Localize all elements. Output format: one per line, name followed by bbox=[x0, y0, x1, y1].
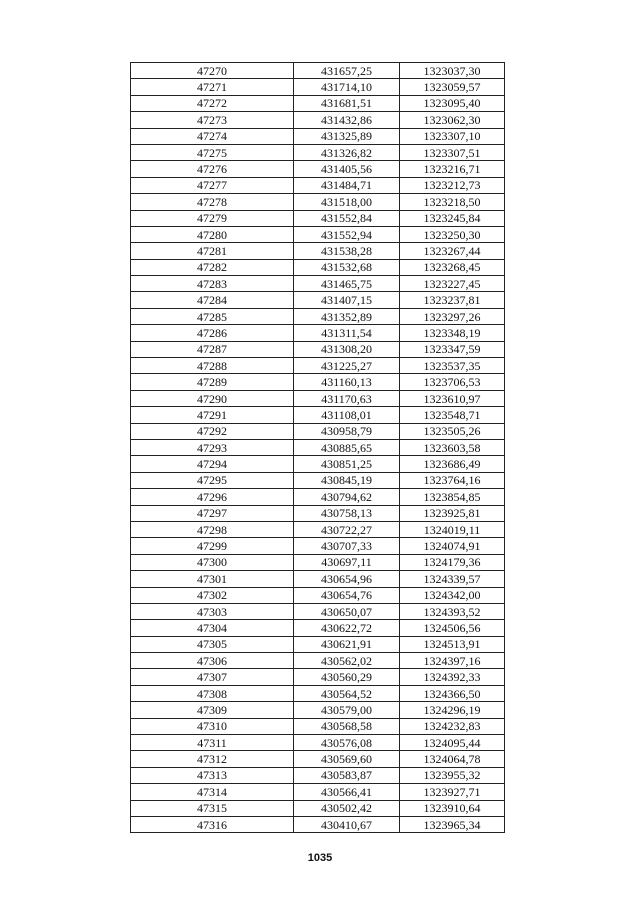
table-row bbox=[131, 79, 505, 95]
coordinates-table-body bbox=[131, 63, 505, 833]
point-number-cell: 47276 bbox=[131, 161, 294, 177]
y-coordinate-cell: 1324366,50 bbox=[400, 685, 505, 701]
y-coordinate-cell: 1324506,56 bbox=[400, 620, 505, 636]
point-number-cell: 47313 bbox=[131, 767, 294, 783]
coordinates-table bbox=[130, 62, 505, 833]
y-coordinate-cell: 1324342,00 bbox=[400, 587, 505, 603]
x-coordinate-cell: 430697,11 bbox=[294, 554, 400, 570]
y-coordinate-cell: 1324179,36 bbox=[400, 554, 505, 570]
x-coordinate-cell: 430758,13 bbox=[294, 505, 400, 521]
point-number-cell: 47299 bbox=[131, 538, 294, 554]
table-row bbox=[131, 243, 505, 259]
y-coordinate-cell: 1324393,52 bbox=[400, 603, 505, 619]
y-coordinate-cell: 1323268,45 bbox=[400, 259, 505, 275]
table-row bbox=[131, 308, 505, 324]
y-coordinate-cell: 1323307,51 bbox=[400, 144, 505, 160]
y-coordinate-cell: 1323927,71 bbox=[400, 784, 505, 800]
point-number-cell: 47301 bbox=[131, 571, 294, 587]
y-coordinate-cell: 1324296,19 bbox=[400, 702, 505, 718]
y-coordinate-cell: 1323059,57 bbox=[400, 79, 505, 95]
x-coordinate-cell: 431352,89 bbox=[294, 308, 400, 324]
point-number-cell: 47310 bbox=[131, 718, 294, 734]
table-row bbox=[131, 784, 505, 800]
y-coordinate-cell: 1323250,30 bbox=[400, 226, 505, 242]
x-coordinate-cell: 431108,01 bbox=[294, 407, 400, 423]
x-coordinate-cell: 430566,41 bbox=[294, 784, 400, 800]
point-number-cell: 47294 bbox=[131, 456, 294, 472]
y-coordinate-cell: 1324095,44 bbox=[400, 735, 505, 751]
point-number-cell: 47306 bbox=[131, 653, 294, 669]
y-coordinate-cell: 1323037,30 bbox=[400, 63, 505, 79]
x-coordinate-cell: 430569,60 bbox=[294, 751, 400, 767]
table-row bbox=[131, 407, 505, 423]
y-coordinate-cell: 1323218,50 bbox=[400, 194, 505, 210]
point-number-cell: 47311 bbox=[131, 735, 294, 751]
table-row bbox=[131, 505, 505, 521]
point-number-cell: 47302 bbox=[131, 587, 294, 603]
point-number-cell: 47307 bbox=[131, 669, 294, 685]
table-row bbox=[131, 620, 505, 636]
table-row bbox=[131, 489, 505, 505]
y-coordinate-cell: 1323095,40 bbox=[400, 95, 505, 111]
y-coordinate-cell: 1323348,19 bbox=[400, 325, 505, 341]
table-row bbox=[131, 718, 505, 734]
table-row bbox=[131, 423, 505, 439]
x-coordinate-cell: 431538,28 bbox=[294, 243, 400, 259]
x-coordinate-cell: 430560,29 bbox=[294, 669, 400, 685]
y-coordinate-cell: 1323764,16 bbox=[400, 472, 505, 488]
y-coordinate-cell: 1324232,83 bbox=[400, 718, 505, 734]
x-coordinate-cell: 430845,19 bbox=[294, 472, 400, 488]
x-coordinate-cell: 430502,42 bbox=[294, 800, 400, 816]
x-coordinate-cell: 431160,13 bbox=[294, 374, 400, 390]
x-coordinate-cell: 430579,00 bbox=[294, 702, 400, 718]
table-row bbox=[131, 439, 505, 455]
table-row bbox=[131, 735, 505, 751]
point-number-cell: 47300 bbox=[131, 554, 294, 570]
y-coordinate-cell: 1323603,58 bbox=[400, 439, 505, 455]
table-row bbox=[131, 194, 505, 210]
x-coordinate-cell: 431465,75 bbox=[294, 276, 400, 292]
table-row bbox=[131, 636, 505, 652]
point-number-cell: 47291 bbox=[131, 407, 294, 423]
x-coordinate-cell: 430707,33 bbox=[294, 538, 400, 554]
table-row bbox=[131, 63, 505, 79]
y-coordinate-cell: 1323267,44 bbox=[400, 243, 505, 259]
table-row bbox=[131, 112, 505, 128]
y-coordinate-cell: 1323537,35 bbox=[400, 358, 505, 374]
table-row bbox=[131, 95, 505, 111]
y-coordinate-cell: 1324339,57 bbox=[400, 571, 505, 587]
table-row bbox=[131, 259, 505, 275]
point-number-cell: 47279 bbox=[131, 210, 294, 226]
x-coordinate-cell: 430654,96 bbox=[294, 571, 400, 587]
table-row bbox=[131, 800, 505, 816]
point-number-cell: 47290 bbox=[131, 390, 294, 406]
x-coordinate-cell: 431326,82 bbox=[294, 144, 400, 160]
point-number-cell: 47295 bbox=[131, 472, 294, 488]
table-row bbox=[131, 358, 505, 374]
y-coordinate-cell: 1323910,64 bbox=[400, 800, 505, 816]
x-coordinate-cell: 431518,00 bbox=[294, 194, 400, 210]
table-row bbox=[131, 276, 505, 292]
y-coordinate-cell: 1323245,84 bbox=[400, 210, 505, 226]
y-coordinate-cell: 1323854,85 bbox=[400, 489, 505, 505]
table-row bbox=[131, 702, 505, 718]
table-row bbox=[131, 210, 505, 226]
x-coordinate-cell: 431311,54 bbox=[294, 325, 400, 341]
point-number-cell: 47304 bbox=[131, 620, 294, 636]
y-coordinate-cell: 1323925,81 bbox=[400, 505, 505, 521]
x-coordinate-cell: 430583,87 bbox=[294, 767, 400, 783]
y-coordinate-cell: 1324513,91 bbox=[400, 636, 505, 652]
x-coordinate-cell: 431552,84 bbox=[294, 210, 400, 226]
point-number-cell: 47287 bbox=[131, 341, 294, 357]
y-coordinate-cell: 1323505,26 bbox=[400, 423, 505, 439]
table-row bbox=[131, 374, 505, 390]
y-coordinate-cell: 1324397,16 bbox=[400, 653, 505, 669]
x-coordinate-cell: 431225,27 bbox=[294, 358, 400, 374]
x-coordinate-cell: 430654,76 bbox=[294, 587, 400, 603]
y-coordinate-cell: 1323347,59 bbox=[400, 341, 505, 357]
x-coordinate-cell: 431532,68 bbox=[294, 259, 400, 275]
y-coordinate-cell: 1323686,49 bbox=[400, 456, 505, 472]
table-row bbox=[131, 325, 505, 341]
table-row bbox=[131, 128, 505, 144]
point-number-cell: 47314 bbox=[131, 784, 294, 800]
point-number-cell: 47280 bbox=[131, 226, 294, 242]
y-coordinate-cell: 1323227,45 bbox=[400, 276, 505, 292]
table-row bbox=[131, 767, 505, 783]
y-coordinate-cell: 1323216,71 bbox=[400, 161, 505, 177]
table-row bbox=[131, 226, 505, 242]
x-coordinate-cell: 431484,71 bbox=[294, 177, 400, 193]
x-coordinate-cell: 431552,94 bbox=[294, 226, 400, 242]
x-coordinate-cell: 431657,25 bbox=[294, 63, 400, 79]
table-row bbox=[131, 341, 505, 357]
table-row bbox=[131, 669, 505, 685]
point-number-cell: 47273 bbox=[131, 112, 294, 128]
point-number-cell: 47298 bbox=[131, 521, 294, 537]
table-row bbox=[131, 144, 505, 160]
table-row bbox=[131, 292, 505, 308]
table-row bbox=[131, 685, 505, 701]
table-row bbox=[131, 603, 505, 619]
table-row bbox=[131, 538, 505, 554]
y-coordinate-cell: 1323955,32 bbox=[400, 767, 505, 783]
table-row bbox=[131, 571, 505, 587]
x-coordinate-cell: 431325,89 bbox=[294, 128, 400, 144]
x-coordinate-cell: 431432,86 bbox=[294, 112, 400, 128]
x-coordinate-cell: 430794,62 bbox=[294, 489, 400, 505]
x-coordinate-cell: 430851,25 bbox=[294, 456, 400, 472]
x-coordinate-cell: 430722,27 bbox=[294, 521, 400, 537]
x-coordinate-cell: 430885,65 bbox=[294, 439, 400, 455]
x-coordinate-cell: 430622,72 bbox=[294, 620, 400, 636]
x-coordinate-cell: 431308,20 bbox=[294, 341, 400, 357]
y-coordinate-cell: 1323610,97 bbox=[400, 390, 505, 406]
x-coordinate-cell: 431407,15 bbox=[294, 292, 400, 308]
y-coordinate-cell: 1323548,71 bbox=[400, 407, 505, 423]
point-number-cell: 47316 bbox=[131, 816, 294, 832]
y-coordinate-cell: 1324392,33 bbox=[400, 669, 505, 685]
y-coordinate-cell: 1323212,73 bbox=[400, 177, 505, 193]
table-row bbox=[131, 177, 505, 193]
table-row bbox=[131, 521, 505, 537]
point-number-cell: 47305 bbox=[131, 636, 294, 652]
point-number-cell: 47289 bbox=[131, 374, 294, 390]
point-number-cell: 47293 bbox=[131, 439, 294, 455]
point-number-cell: 47315 bbox=[131, 800, 294, 816]
table-row bbox=[131, 587, 505, 603]
point-number-cell: 47272 bbox=[131, 95, 294, 111]
x-coordinate-cell: 431405,56 bbox=[294, 161, 400, 177]
x-coordinate-cell: 430410,67 bbox=[294, 816, 400, 832]
x-coordinate-cell: 430562,02 bbox=[294, 653, 400, 669]
table-row bbox=[131, 456, 505, 472]
point-number-cell: 47297 bbox=[131, 505, 294, 521]
table-row bbox=[131, 816, 505, 832]
y-coordinate-cell: 1323965,34 bbox=[400, 816, 505, 832]
y-coordinate-cell: 1323307,10 bbox=[400, 128, 505, 144]
page-number: 1035 bbox=[307, 852, 333, 864]
y-coordinate-cell: 1323706,53 bbox=[400, 374, 505, 390]
y-coordinate-cell: 1324019,11 bbox=[400, 521, 505, 537]
point-number-cell: 47281 bbox=[131, 243, 294, 259]
point-number-cell: 47277 bbox=[131, 177, 294, 193]
y-coordinate-cell: 1323062,30 bbox=[400, 112, 505, 128]
point-number-cell: 47270 bbox=[131, 63, 294, 79]
point-number-cell: 47286 bbox=[131, 325, 294, 341]
x-coordinate-cell: 430564,52 bbox=[294, 685, 400, 701]
table-row bbox=[131, 161, 505, 177]
y-coordinate-cell: 1324074,91 bbox=[400, 538, 505, 554]
point-number-cell: 47271 bbox=[131, 79, 294, 95]
table-row bbox=[131, 554, 505, 570]
point-number-cell: 47275 bbox=[131, 144, 294, 160]
x-coordinate-cell: 430568,58 bbox=[294, 718, 400, 734]
table-row bbox=[131, 472, 505, 488]
table-row bbox=[131, 390, 505, 406]
x-coordinate-cell: 430576,08 bbox=[294, 735, 400, 751]
point-number-cell: 47308 bbox=[131, 685, 294, 701]
point-number-cell: 47282 bbox=[131, 259, 294, 275]
point-number-cell: 47303 bbox=[131, 603, 294, 619]
point-number-cell: 47292 bbox=[131, 423, 294, 439]
point-number-cell: 47274 bbox=[131, 128, 294, 144]
point-number-cell: 47284 bbox=[131, 292, 294, 308]
x-coordinate-cell: 431714,10 bbox=[294, 79, 400, 95]
point-number-cell: 47312 bbox=[131, 751, 294, 767]
table-row bbox=[131, 653, 505, 669]
x-coordinate-cell: 430621,91 bbox=[294, 636, 400, 652]
y-coordinate-cell: 1323237,81 bbox=[400, 292, 505, 308]
point-number-cell: 47296 bbox=[131, 489, 294, 505]
point-number-cell: 47285 bbox=[131, 308, 294, 324]
point-number-cell: 47283 bbox=[131, 276, 294, 292]
point-number-cell: 47309 bbox=[131, 702, 294, 718]
x-coordinate-cell: 431681,51 bbox=[294, 95, 400, 111]
x-coordinate-cell: 430650,07 bbox=[294, 603, 400, 619]
x-coordinate-cell: 430958,79 bbox=[294, 423, 400, 439]
point-number-cell: 47278 bbox=[131, 194, 294, 210]
y-coordinate-cell: 1323297,26 bbox=[400, 308, 505, 324]
point-number-cell: 47288 bbox=[131, 358, 294, 374]
y-coordinate-cell: 1324064,78 bbox=[400, 751, 505, 767]
table-row bbox=[131, 751, 505, 767]
x-coordinate-cell: 431170,63 bbox=[294, 390, 400, 406]
